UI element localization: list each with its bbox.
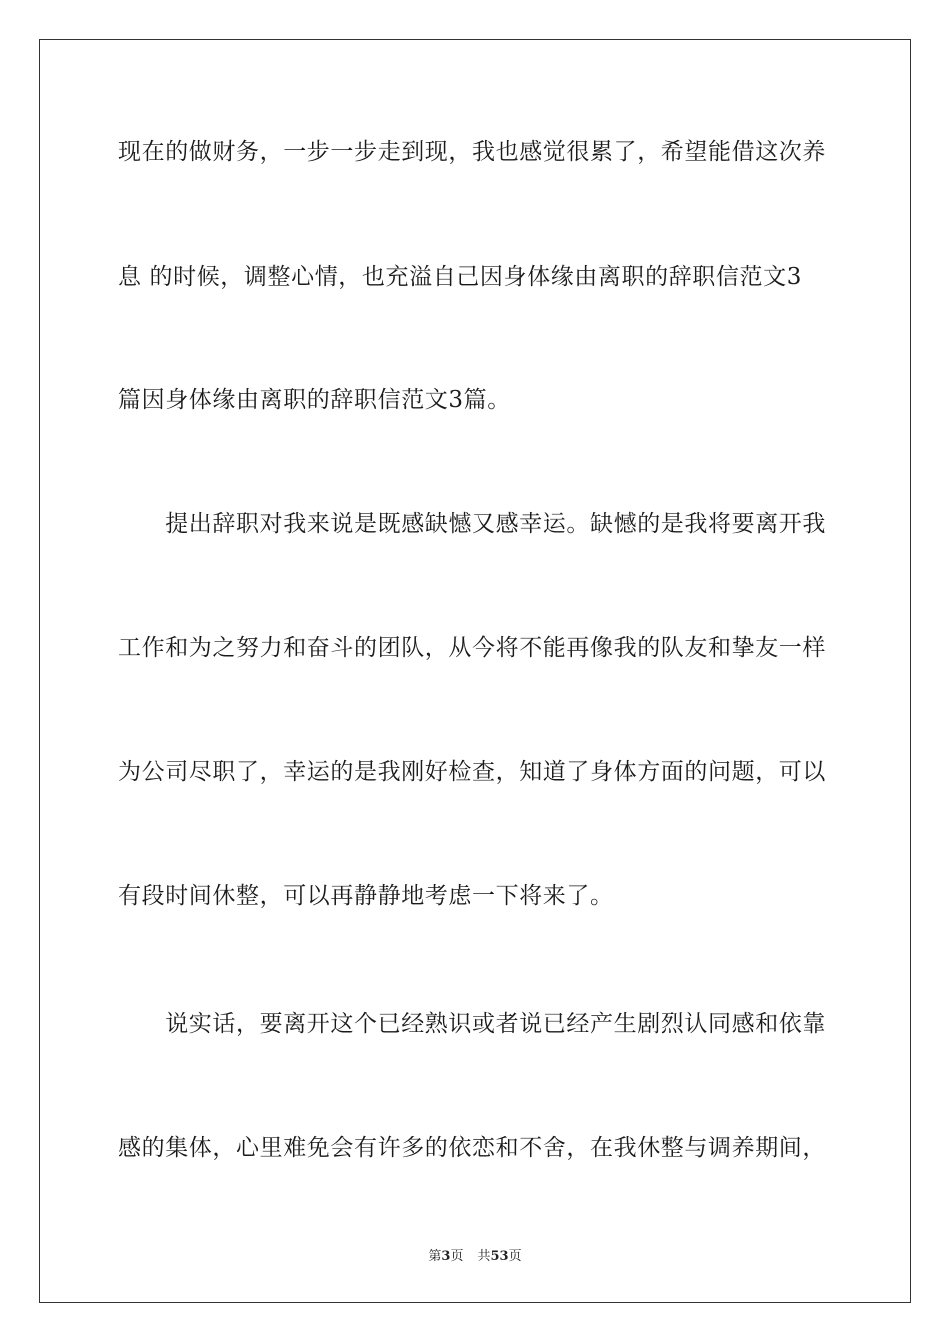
text-line: 工作和为之努力和奋斗的团队，从今将不能再像我的队友和挚友一样 (118, 635, 826, 661)
text-line: 为公司尽职了，幸运的是我刚好检查，知道了身体方面的问题，可以 (118, 759, 826, 785)
paragraph-start-line: 说实话，要离开这个已经熟识或者说已经产生剧烈认同感和依靠 (118, 1011, 826, 1037)
text-line: 息 的时候，调整心情，也充溢自己因身体缘由离职的辞职信范文3 (118, 264, 802, 290)
page-suffix: 页 (450, 1249, 464, 1264)
text-line: 有段时间休整，可以再静静地考虑一下将来了。 (118, 883, 614, 909)
page-number: 3 (441, 1249, 451, 1264)
page-prefix: 第 (428, 1249, 442, 1264)
total-prefix: 共 (477, 1249, 491, 1264)
text-line: 篇因身体缘由离职的辞职信范文3篇。 (118, 387, 511, 413)
paragraph-start-line: 提出辞职对我来说是既感缺憾又感幸运。缺憾的是我将要离开我 (118, 511, 826, 537)
text-line: 感的集体，心里难免会有许多的依恋和不舍，在我休整与调养期间， (118, 1135, 826, 1161)
text-line: 现在的做财务，一步一步走到现，我也感觉很累了，希望能借这次养 (118, 139, 826, 165)
page-footer (0, 1248, 950, 1266)
page-border (39, 39, 911, 1303)
total-suffix: 页 (508, 1249, 522, 1264)
total-pages: 53 (490, 1249, 509, 1264)
